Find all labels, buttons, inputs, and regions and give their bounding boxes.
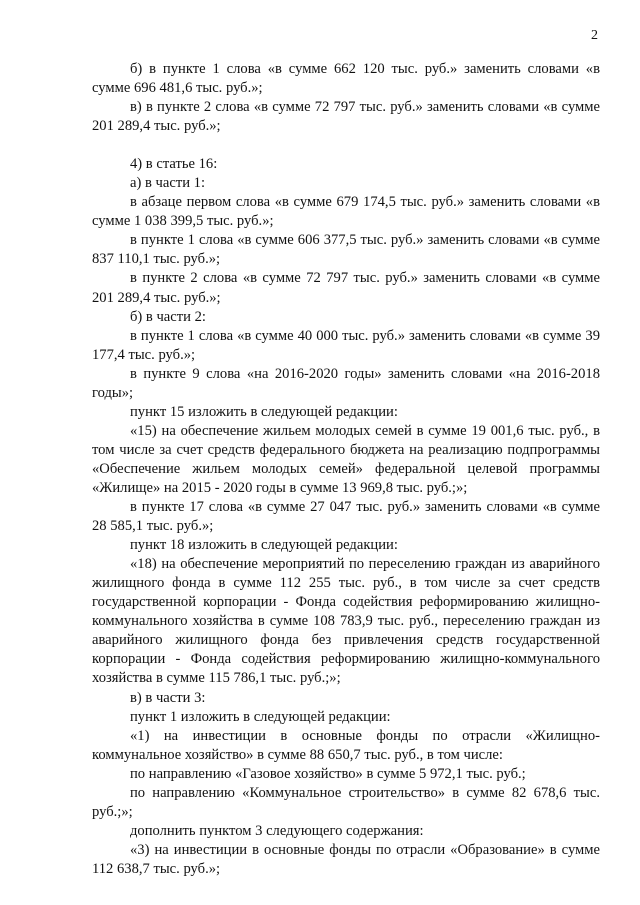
paragraph-part-1: а) в части 1: — [130, 175, 206, 192]
paragraph-communal-direction: по направлению «Коммунальное строительство» в сумме 82 678,6 тыс. руб.;»; — [92, 784, 600, 820]
paragraph-part-3-item-1-text: «1) на инвестиции в основные фонды по отрасли «Жилищно-коммунальное хозяйство» в сумме 88 650,7 тыс. руб., в том числе: — [92, 727, 600, 763]
paragraph-item-3-intro: дополнить пунктом 3 следующего содержания: — [130, 822, 424, 839]
paragraph-part-1-abzac: в абзаце первом слова «в сумме 679 174,5 тыс. руб.» заменить словами «в сумме 1 038 399,5 тыс. руб.»; — [92, 194, 600, 230]
paragraph-part-1-item-2: в пункте 2 слова «в сумме 72 797 тыс. руб.» заменить словами «в сумме 201 289,4 тыс. руб.»; — [92, 270, 600, 306]
paragraph-item-15-intro: пункт 15 изложить в следующей редакции: — [130, 403, 398, 420]
document-body — [92, 60, 600, 879]
paragraph-amend-1b: б) в пункте 1 слова «в сумме 662 120 тыс. руб.» заменить словами «в сумме 696 481,6 тыс. руб.»; — [92, 61, 600, 97]
paragraph-part-3-item-1-intro: пункт 1 изложить в следующей редакции: — [130, 708, 391, 725]
paragraph-part-3: в) в части 3: — [130, 689, 206, 706]
paragraph-part-2: б) в части 2: — [130, 308, 206, 325]
paragraph-article-16: 4) в статье 16: — [130, 156, 218, 173]
paragraph-gas-direction: по направлению «Газовое хозяйство» в сумме 5 972,1 тыс. руб.; — [130, 765, 526, 782]
paragraph-part-1-item-1: в пункте 1 слова «в сумме 606 377,5 тыс. руб.» заменить словами «в сумме 837 110,1 тыс. руб.»; — [92, 232, 600, 268]
paragraph-amend-1c: в) в пункте 2 слова «в сумме 72 797 тыс. руб.» заменить словами «в сумме 201 289,4 тыс. руб.»; — [92, 99, 600, 135]
paragraph-gap — [92, 136, 600, 155]
paragraph-part-2-item-9: в пункте 9 слова «на 2016-2020 годы» заменить словами «на 2016-2018 годы»; — [92, 365, 600, 401]
paragraph-part-2-item-1: в пункте 1 слова «в сумме 40 000 тыс. руб.» заменить словами «в сумме 39 177,4 тыс. руб.»; — [92, 327, 600, 363]
paragraph-item-17: в пункте 17 слова «в сумме 27 047 тыс. руб.» заменить словами «в сумме 28 585,1 тыс. руб.»; — [92, 499, 600, 535]
paragraph-item-3-text: «3) на инвестиции в основные фонды по отрасли «Образование» в сумме 112 638,7 тыс. руб.»; — [92, 841, 600, 877]
page-number: 2 — [591, 28, 598, 43]
paragraph-item-15-text: «15) на обеспечение жильем молодых семей в сумме 19 001,6 тыс. руб., в том числе за счет средств федерального бюджета на реализацию подпрограммы «Обеспечение жильем молодых семей» федеральной целевой программы «Жилище» на 2015 - 2020 годы в сумме 13 969,8 тыс. руб.;»; — [92, 422, 600, 496]
paragraph-item-18-intro: пункт 18 изложить в следующей редакции: — [130, 537, 398, 554]
paragraph-item-18-text: «18) на обеспечение мероприятий по переселению граждан из аварийного жилищного фонда в сумме 112 255 тыс. руб., в том числе за счет средств государственной корпорации - Фонда содействия реформированию жилищно-коммунального хозяйства в сумме 108 783,9 тыс. руб., переселению граждан из аварийного жилищного фонда без привлечения средств государственной корпорации - Фонда содействия реформированию жилищно-коммунального хозяйства в сумме 115 786,1 тыс. руб.;»; — [92, 556, 600, 687]
